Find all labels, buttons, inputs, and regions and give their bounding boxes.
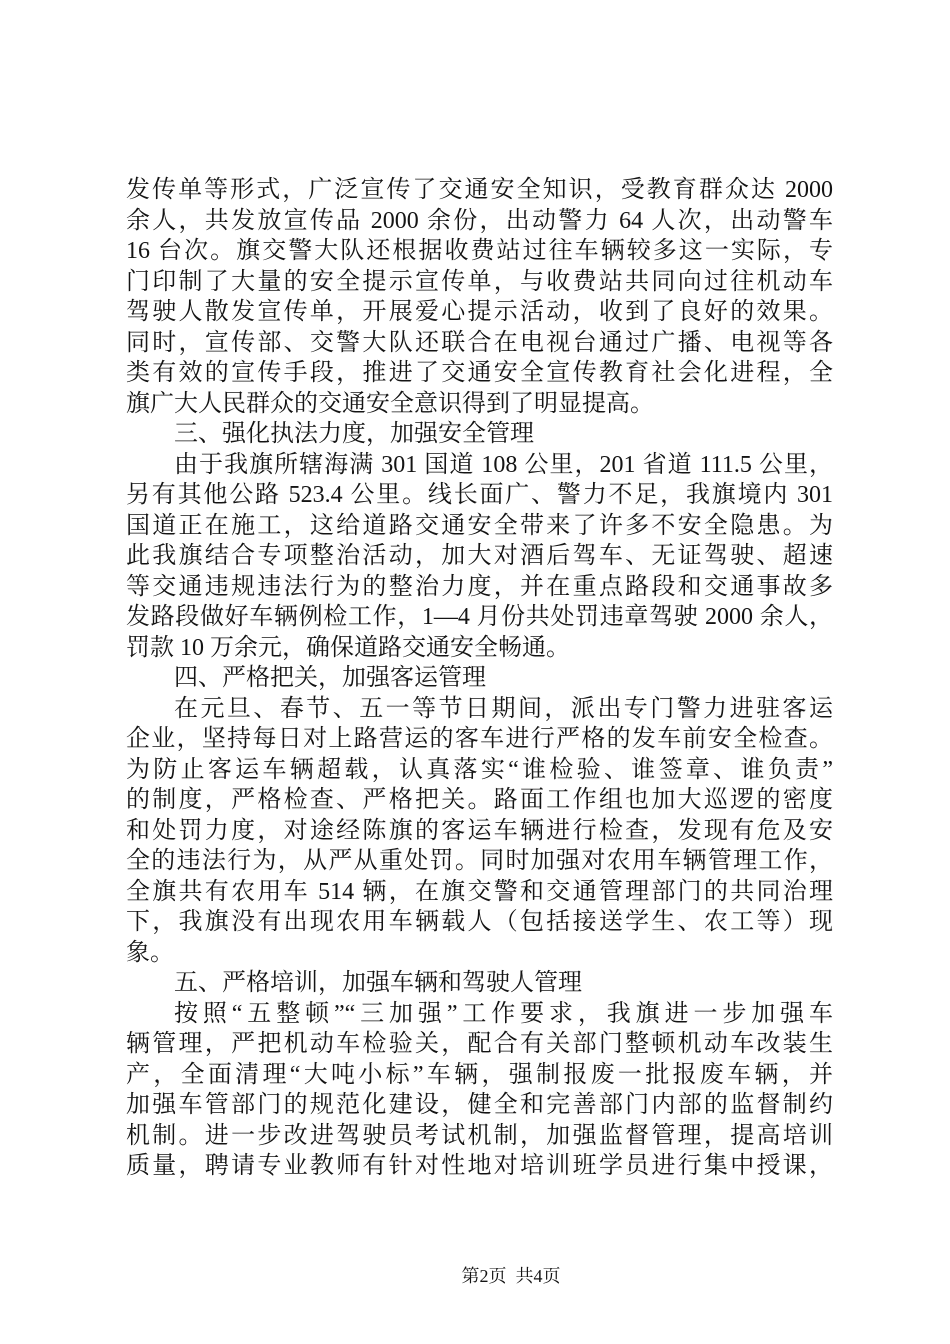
section-heading-line: 四、严格把关，加强客运管理 — [174, 665, 486, 691]
text-line: 全旗共有农用车 514 辆，在旗交警和交通管理部门的共同治理 — [126, 878, 833, 905]
page-number-label: 第2页 共4页 — [461, 1266, 561, 1286]
text-line: 发路段做好车辆例检工作，1—4 月份共处罚违章驾驶 2000 余人， — [126, 604, 833, 630]
text-line: 质量，聘请专业教师有针对性地对培训班学员进行集中授课， — [126, 1153, 833, 1179]
text-line: 同时，宣传部、交警大队还联合在电视台通过广播、电视等各 — [126, 329, 833, 356]
text-line: 全的违法行为，从严从重处罚。同时加强对农用车辆管理工作， — [126, 848, 833, 874]
section-heading-line: 三、强化执法力度，加强安全管理 — [174, 421, 534, 447]
text-line: 机制。进一步改进驾驶员考试机制，加强监督管理，提高培训 — [126, 1122, 833, 1149]
text-line: 企业，坚持每日对上路营运的客车进行严格的发车前安全检查。 — [126, 726, 833, 752]
text-line: 象。 — [126, 939, 174, 966]
text-line: 等交通违规违法行为的整治力度，并在重点路段和交通事故多 — [126, 573, 833, 600]
text-line: 在元旦、春节、五一等节日期间，派出专门警力进驻客运 — [174, 695, 833, 722]
text-line: 和处罚力度，对途经陈旗的客运车辆进行检查，发现有危及安 — [126, 817, 833, 844]
text-line: 旗广大人民群众的交通安全意识得到了明显提高。 — [126, 390, 654, 417]
text-line: 由于我旗所辖海满 301 国道 108 公里，201 省道 111.5 公里， — [174, 451, 833, 478]
text-line: 辆管理，严把机动车检验关，配合有关部门整顿机动车改装生 — [126, 1031, 833, 1057]
text-line: 类有效的宣传手段，推进了交通安全宣传教育社会化进程，全 — [126, 360, 833, 386]
text-line: 16 台次。旗交警大队还根据收费站过往车辆较多这一实际，专 — [126, 238, 833, 264]
text-line: 余人，共发放宣传品 2000 余份，出动警力 64 人次，出动警车 — [126, 207, 833, 234]
document-body — [126, 175, 833, 1182]
text-line: 为防止客运车辆超载，认真落实“谁检验、谁签章、谁负责” — [126, 756, 833, 783]
text-line: 驾驶人散发宣传单，开展爱心提示活动，收到了良好的效果。 — [126, 299, 833, 325]
text-line: 门印制了大量的安全提示宣传单，与收费站共同向过往机动车 — [126, 268, 833, 295]
section-heading-line: 五、严格培训，加强车辆和驾驶人管理 — [174, 970, 582, 996]
page-footer — [27, 1243, 950, 1309]
text-line: 国道正在施工，这给道路交通安全带来了许多不安全隐患。为 — [126, 512, 833, 539]
text-line: 产，全面清理“大吨小标”车辆，强制报废一批报废车辆，并 — [126, 1061, 833, 1088]
text-line: 罚款 10 万余元，确保道路交通安全畅通。 — [126, 634, 570, 661]
text-line: 发传单等形式，广泛宣传了交通安全知识，受教育群众达 2000 — [126, 177, 833, 203]
text-line: 另有其他公路 523.4 公里。线长面广、警力不足，我旗境内 301 — [126, 482, 833, 508]
text-line: 下，我旗没有出现农用车辆载人（包括接送学生、农工等）现 — [126, 909, 833, 935]
text-line: 此我旗结合专项整治活动，加大对酒后驾车、无证驾驶、超速 — [126, 543, 833, 569]
text-line: 按照“五整顿”“三加强”工作要求，我旗进一步加强车 — [174, 1000, 833, 1027]
text-line: 的制度，严格检查、严格把关。路面工作组也加大巡逻的密度 — [126, 787, 833, 813]
text-line: 加强车管部门的规范化建设，健全和完善部门内部的监督制约 — [126, 1092, 833, 1118]
